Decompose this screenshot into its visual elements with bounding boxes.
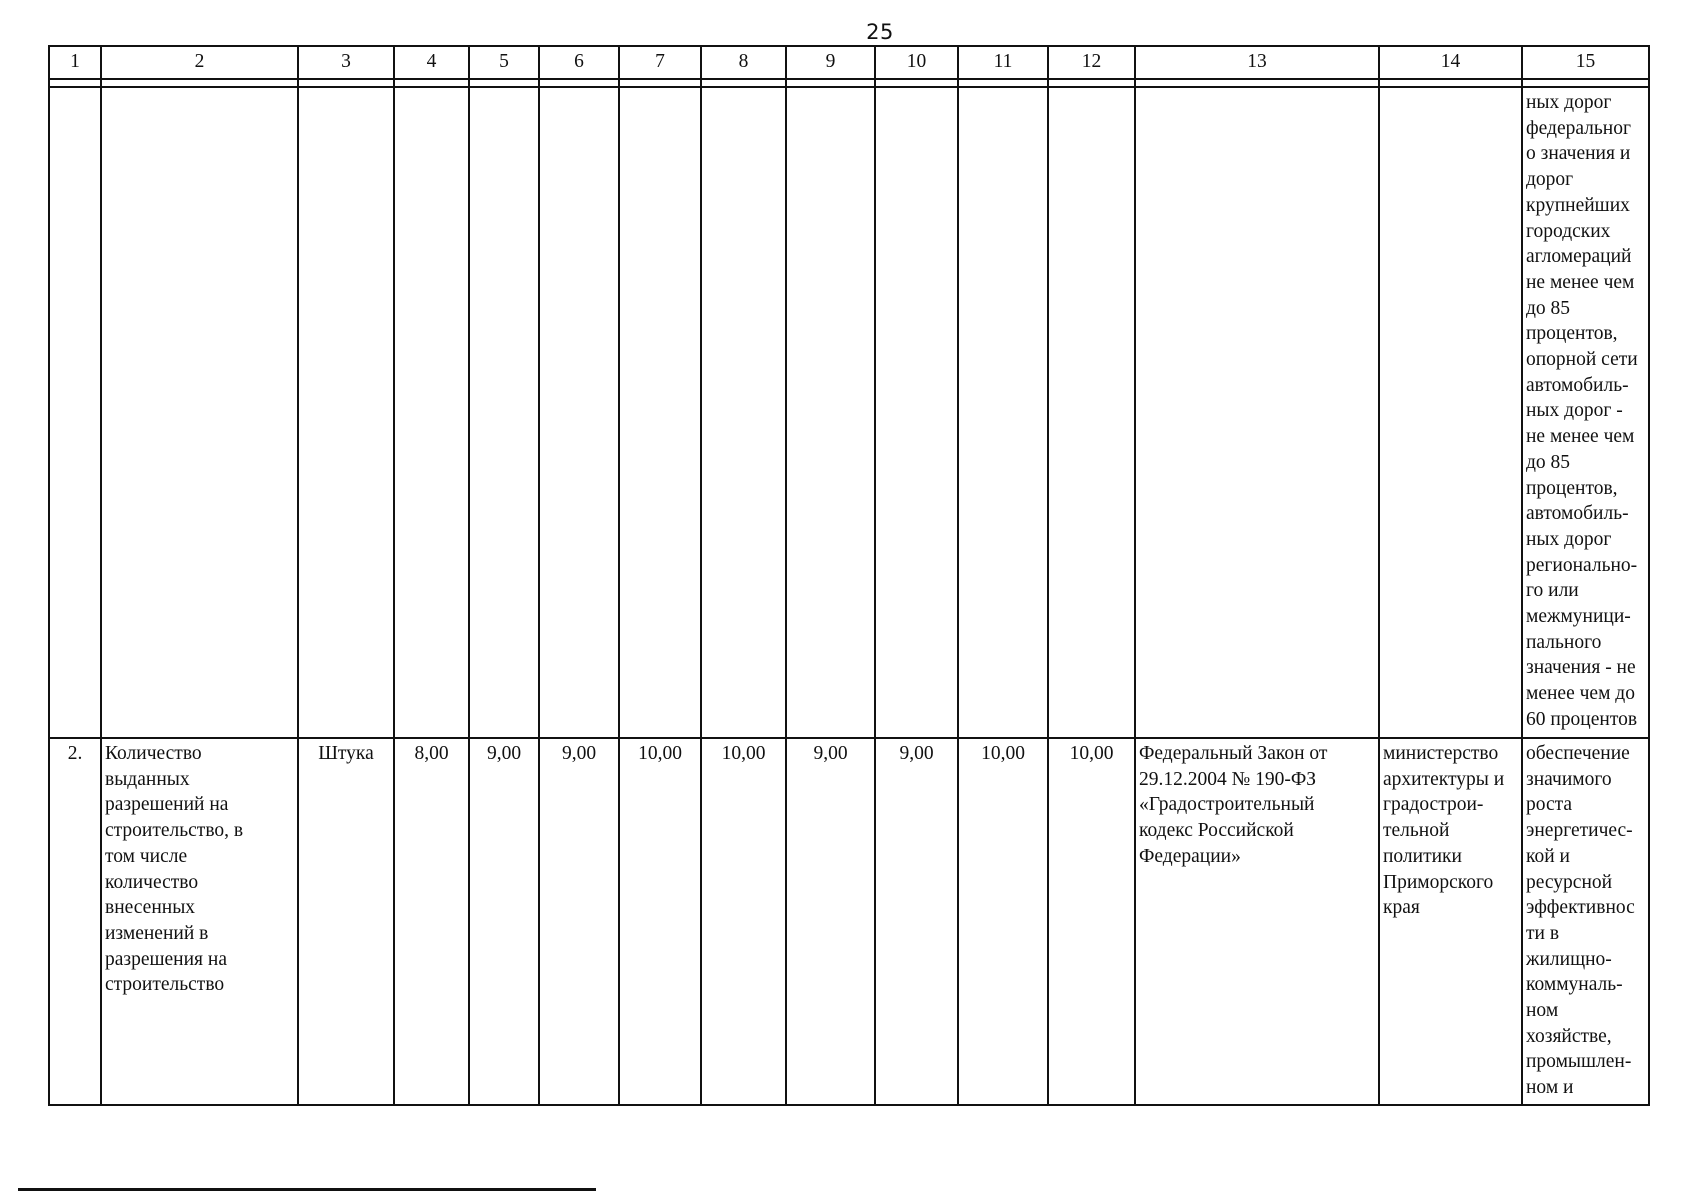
row-number: 2. bbox=[49, 738, 101, 1105]
text-line: строительство, в bbox=[105, 820, 244, 842]
column-number: 8 bbox=[701, 46, 786, 79]
text-line: жилищно- bbox=[1526, 948, 1612, 970]
column-number-row bbox=[49, 46, 1649, 79]
text-line: ном bbox=[1526, 1000, 1559, 1022]
text-line: автомобиль- bbox=[1526, 374, 1629, 396]
text-line: архитектуры и bbox=[1383, 768, 1505, 790]
column-number: 7 bbox=[619, 46, 701, 79]
text-line: эффективнос bbox=[1526, 897, 1635, 919]
text-line: опорной сети bbox=[1526, 349, 1638, 371]
column-number: 15 bbox=[1522, 46, 1649, 79]
text-line: министерство bbox=[1383, 743, 1499, 764]
value-cell: 10,00 bbox=[958, 738, 1048, 1105]
empty-cell bbox=[701, 87, 786, 738]
text-line: выданных bbox=[105, 768, 190, 790]
text-line: городских bbox=[1526, 220, 1611, 242]
text-line: до 85 bbox=[1526, 297, 1571, 319]
text-line: процентов, bbox=[1526, 323, 1618, 345]
text-line: крупнейших bbox=[1526, 194, 1630, 216]
text-line: ных дорог bbox=[1526, 528, 1612, 550]
text-line: межмуници- bbox=[1526, 606, 1631, 628]
text-line: кодекс Российской bbox=[1139, 820, 1294, 842]
text-line: о значения и bbox=[1526, 143, 1631, 165]
text-line: Федеральный Закон от bbox=[1139, 743, 1328, 764]
text-line: разрешений на bbox=[105, 794, 229, 816]
empty-cell bbox=[958, 87, 1048, 738]
text-line: 60 процентов bbox=[1526, 708, 1638, 730]
empty-cell bbox=[1048, 87, 1135, 738]
text-line: процентов, bbox=[1526, 477, 1618, 499]
text-line: внесенных bbox=[105, 897, 196, 919]
text-line: автомобиль- bbox=[1526, 503, 1629, 525]
column-number: 2 bbox=[101, 46, 298, 79]
text-line: разрешения на bbox=[105, 948, 227, 970]
column-number: 9 bbox=[786, 46, 875, 79]
page-number: 25 bbox=[866, 20, 894, 44]
text-line: тельной bbox=[1383, 820, 1450, 842]
text-line: коммуналь- bbox=[1526, 974, 1623, 996]
text-line: не менее чем bbox=[1526, 271, 1635, 293]
value-cell: 10,00 bbox=[1048, 738, 1135, 1105]
value-cell: 9,00 bbox=[786, 738, 875, 1105]
column-number: 6 bbox=[539, 46, 619, 79]
text-line: хозяйстве, bbox=[1526, 1025, 1612, 1047]
text-line: регионально- bbox=[1526, 554, 1638, 576]
unit-cell: Штука bbox=[298, 738, 394, 1105]
value-cell: 9,00 bbox=[875, 738, 958, 1105]
text-line: обеспечение bbox=[1526, 743, 1630, 764]
text-line: ти в bbox=[1526, 922, 1560, 944]
empty-cell bbox=[875, 87, 958, 738]
value-cell: 9,00 bbox=[469, 738, 539, 1105]
value-cell: 10,00 bbox=[701, 738, 786, 1105]
text-line: кой и bbox=[1526, 845, 1570, 867]
text-line: Федерации» bbox=[1139, 845, 1241, 867]
empty-cell bbox=[1379, 87, 1522, 738]
text-line: менее чем до bbox=[1526, 683, 1635, 705]
empty-cell bbox=[786, 87, 875, 738]
empty-cell bbox=[394, 87, 469, 738]
text-line: ном и bbox=[1526, 1077, 1574, 1099]
text-line: 29.12.2004 № 190-ФЗ bbox=[1139, 768, 1317, 790]
text-line: том числе bbox=[105, 845, 188, 867]
column-number: 3 bbox=[298, 46, 394, 79]
indicator-name-cell bbox=[101, 738, 298, 1105]
column-number: 10 bbox=[875, 46, 958, 79]
text-line: изменений в bbox=[105, 922, 209, 944]
header-separator bbox=[49, 79, 1649, 87]
column-number: 13 bbox=[1135, 46, 1379, 79]
text-line: го или bbox=[1526, 580, 1579, 602]
text-line: ных дорог bbox=[1526, 92, 1612, 113]
text-line: энергетичес- bbox=[1526, 820, 1633, 842]
empty-cell bbox=[539, 87, 619, 738]
goal-cell bbox=[1522, 738, 1649, 1105]
empty-cell bbox=[49, 87, 101, 738]
column-number: 11 bbox=[958, 46, 1048, 79]
text-line: Количество bbox=[105, 743, 202, 764]
text-line: значения - не bbox=[1526, 657, 1636, 679]
text-line: значимого bbox=[1526, 768, 1612, 790]
column-number: 14 bbox=[1379, 46, 1522, 79]
value-cell: 8,00 bbox=[394, 738, 469, 1105]
text-line: до 85 bbox=[1526, 451, 1571, 473]
table-row bbox=[49, 738, 1649, 1105]
text-line: роста bbox=[1526, 794, 1573, 816]
column-number: 5 bbox=[469, 46, 539, 79]
legal-basis-cell bbox=[1135, 738, 1379, 1105]
text-line: строительство bbox=[105, 974, 225, 996]
indicators-table bbox=[48, 45, 1650, 1106]
footnote-divider bbox=[18, 1188, 596, 1191]
text-line: ресурсной bbox=[1526, 871, 1613, 893]
text-line: промышлен- bbox=[1526, 1051, 1632, 1073]
text-line: «Градостроительный bbox=[1139, 794, 1315, 816]
column-number: 12 bbox=[1048, 46, 1135, 79]
text-line: ных дорог - bbox=[1526, 400, 1623, 422]
empty-cell bbox=[101, 87, 298, 738]
text-line: агломераций bbox=[1526, 246, 1632, 268]
empty-cell bbox=[298, 87, 394, 738]
goal-continuation-cell bbox=[1522, 87, 1649, 738]
text-line: политики bbox=[1383, 845, 1462, 867]
text-line: федеральног bbox=[1526, 117, 1631, 139]
text-line: Приморского bbox=[1383, 871, 1494, 893]
empty-cell bbox=[469, 87, 539, 738]
text-line: края bbox=[1383, 897, 1420, 919]
empty-cell bbox=[1135, 87, 1379, 738]
text-line: градострои- bbox=[1383, 794, 1484, 816]
continuation-row bbox=[49, 87, 1649, 738]
responsible-body-cell bbox=[1379, 738, 1522, 1105]
column-number: 1 bbox=[49, 46, 101, 79]
text-line: дорог bbox=[1526, 169, 1574, 191]
column-number: 4 bbox=[394, 46, 469, 79]
empty-cell bbox=[619, 87, 701, 738]
text-line: пального bbox=[1526, 631, 1602, 653]
text-line: количество bbox=[105, 871, 199, 893]
value-cell: 9,00 bbox=[539, 738, 619, 1105]
value-cell: 10,00 bbox=[619, 738, 701, 1105]
text-line: не менее чем bbox=[1526, 426, 1635, 448]
